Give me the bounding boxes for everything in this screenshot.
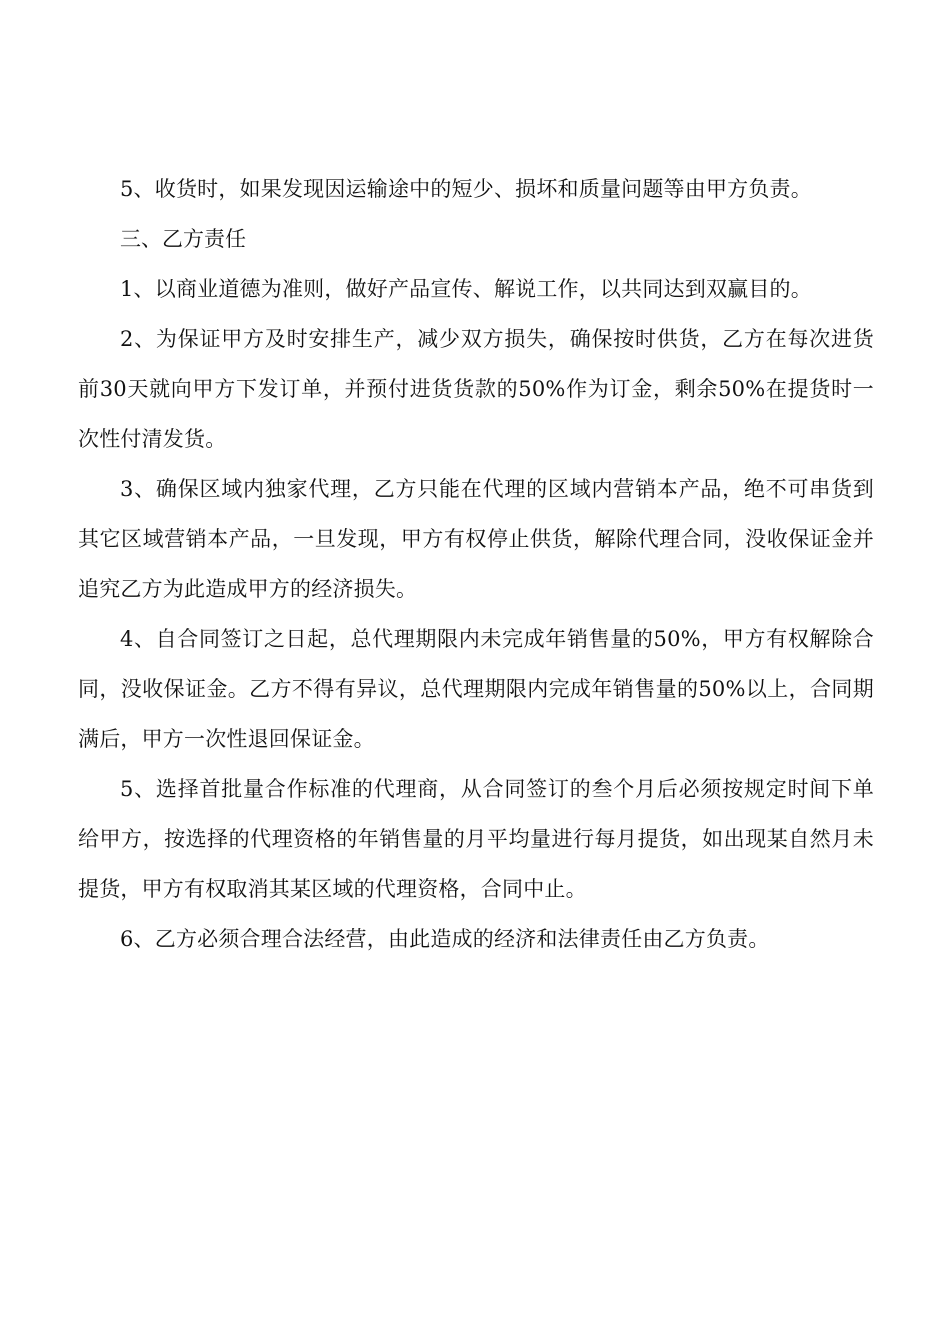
clause-4: 4、自合同签订之日起，总代理期限内未完成年销售量的50%，甲方有权解除合同，没收保证金。乙方不得有异议，总代理期限内完成年销售量的50%以上，合同期满后，甲方一次性退回保证金。 (78, 627, 874, 751)
clause-1: 1、以商业道德为准则，做好产品宣传、解说工作，以共同达到双赢目的。 (120, 277, 812, 301)
document-body (78, 164, 874, 964)
clause-6: 6、乙方必须合理合法经营，由此造成的经济和法律责任由乙方负责。 (120, 927, 770, 951)
clause-5: 5、选择首批量合作标准的代理商，从合同签订的叁个月后必须按规定时间下单给甲方，按选择的代理资格的年销售量的月平均量进行每月提货，如出现某自然月未提货，甲方有权取消其某区域的代理资格，合同中止。 (78, 777, 874, 901)
clause-5-party-a: 5、收货时，如果发现因运输途中的短少、损坏和质量问题等由甲方负责。 (120, 177, 812, 201)
clause-2: 2、为保证甲方及时安排生产，减少双方损失，确保按时供货，乙方在每次进货前30天就向甲方下发订单，并预付进货货款的50%作为订金，剩余50%在提货时一次性付清发货。 (78, 327, 874, 451)
section-heading-party-b-duties: 三、乙方责任 (120, 227, 246, 251)
clause-3: 3、确保区域内独家代理，乙方只能在代理的区域内营销本产品，绝不可串货到其它区域营销本产品，一旦发现，甲方有权停止供货，解除代理合同，没收保证金并追究乙方为此造成甲方的经济损失。 (78, 477, 874, 601)
